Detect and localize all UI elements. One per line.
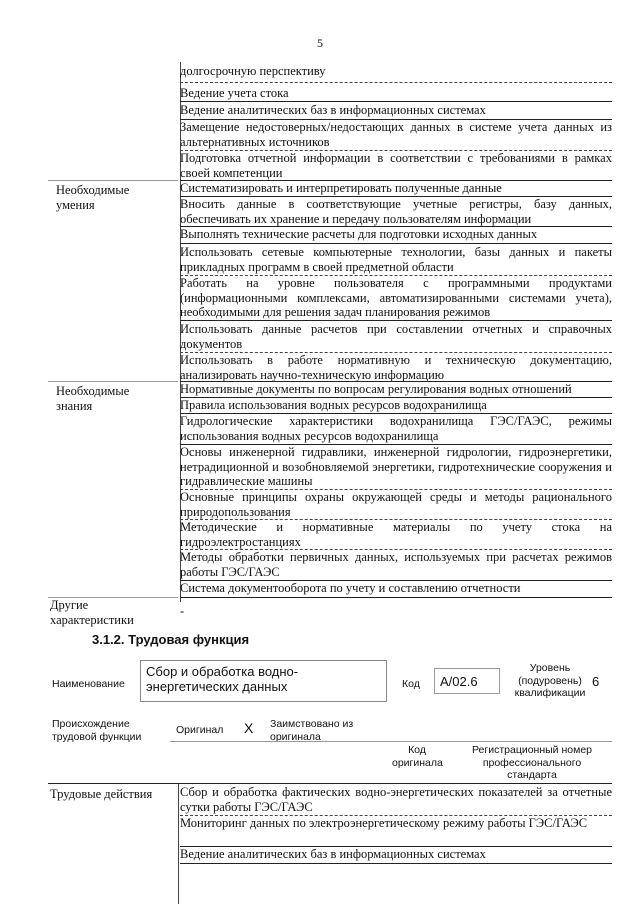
- table-row: Использовать данные расчетов при составлении отчетных и справочных документов: [180, 322, 612, 351]
- table-row: Вносить данные в соответствующие учетные регистры, базу данных, обеспечивать их хранение и передачу пользователям информации: [180, 197, 612, 226]
- table-row: Работать на уровне пользователя с программными продуктами (информационными комплексами, автоматизированными системами учета), необходимыми для решения задач планирования режимов: [180, 276, 612, 319]
- row-divider: [180, 243, 612, 244]
- actions-top-divider: [48, 783, 612, 784]
- knowledge-label: Необходимые знания: [56, 384, 130, 413]
- level-label: Уровень (подуровень) квалификации: [514, 662, 586, 699]
- other-value: -: [180, 604, 185, 618]
- page-number: 5: [317, 36, 323, 50]
- function-name: Сбор и обработка водно-энергетических данных: [146, 664, 299, 694]
- section-divider: [48, 381, 178, 382]
- table-row: Методы обработки первичных данных, используемых при расчетах режимов работы ГЭС/ГАЭС: [180, 550, 612, 579]
- table-row: Выполнять технические расчеты для подготовки исходных данных: [180, 227, 538, 241]
- table-row: Мониторинг данных по электроэнергетическому режиму работы ГЭС/ГАЭС: [180, 816, 588, 830]
- borrowed-label: Заимствовано из оригинала: [270, 718, 354, 743]
- table-row: Ведение аналитических баз в информационных системах: [180, 103, 486, 117]
- table-row: Система документооборота по учету и составлению отчетности: [180, 581, 521, 595]
- table-row: Использовать сетевые компьютерные технологии, базы данных и пакеты прикладных программ в своей предметной области: [180, 245, 612, 274]
- code-value: А/02.6: [440, 674, 478, 689]
- table-row: Ведение аналитических баз в информационных системах: [180, 847, 486, 861]
- table-row: Сбор и обработка фактических водно-энергетических показателей за отчетные сутки работы ГЭС/ГАЭС: [180, 785, 612, 814]
- row-divider: [180, 320, 612, 321]
- actions-column-separator: [178, 784, 179, 904]
- code-original-label: Код оригинала: [392, 744, 443, 769]
- table-row: Основные принципы охраны окружающей среды и методы рационального природопользования: [180, 490, 612, 519]
- skills-label: Необходимые умения: [56, 183, 130, 212]
- table-row: Правила использования водных ресурсов водохранилища: [180, 398, 487, 412]
- table-row: Систематизировать и интерпретировать полученные данные: [180, 181, 502, 195]
- row-divider: [180, 82, 612, 83]
- original-label: Оригинал: [176, 724, 224, 736]
- code-box: [434, 668, 500, 694]
- name-label: Наименование: [52, 678, 125, 690]
- section-divider: [48, 180, 178, 181]
- table-row: Нормативные документы по вопросам регулирования водных отношений: [180, 382, 572, 396]
- table-row: Гидрологические характеристики водохранилища ГЭС/ГАЭС, режимы использования водных ресурсов водохранилища: [180, 414, 612, 443]
- table-row: Основы инженерной гидравлики, инженерной гидрологии, гидроэнергетики, нетрадиционной и возобновляемой энергетики, гидротехнические сооружения и гидравлические машины: [180, 445, 612, 488]
- original-x-mark: X: [244, 720, 254, 736]
- table-row: Ведение учета стока: [180, 86, 289, 100]
- actions-label: Трудовые действия: [50, 787, 153, 801]
- reg-number-label: Регистрационный номер профессионального стандарта: [472, 744, 592, 781]
- table-row: Замещение недостоверных/недостающих данных в системе учета данных из альтернативных источников: [180, 120, 612, 149]
- row-divider: [180, 863, 612, 864]
- level-value: 6: [592, 674, 600, 689]
- code-label: Код: [402, 678, 420, 690]
- origin-label: Происхождение трудовой функции: [52, 718, 142, 743]
- origin-divider: [170, 741, 612, 742]
- table-row: Использовать в работе нормативную и техническую документацию, анализировать научно-техническую информацию: [180, 353, 612, 382]
- row-divider: [180, 597, 612, 598]
- other-label: Другие характеристики: [50, 598, 134, 627]
- table-row: Подготовка отчетной информации в соответствии с требованиями в рамках своей компетенции: [180, 151, 612, 180]
- table-row: долгосрочную перспективу: [180, 64, 326, 78]
- table-row: Методические и нормативные материалы по учету стока на гидроэлектростанциях: [180, 520, 612, 549]
- section-heading: 3.1.2. Трудовая функция: [92, 632, 250, 647]
- row-divider: [180, 101, 612, 102]
